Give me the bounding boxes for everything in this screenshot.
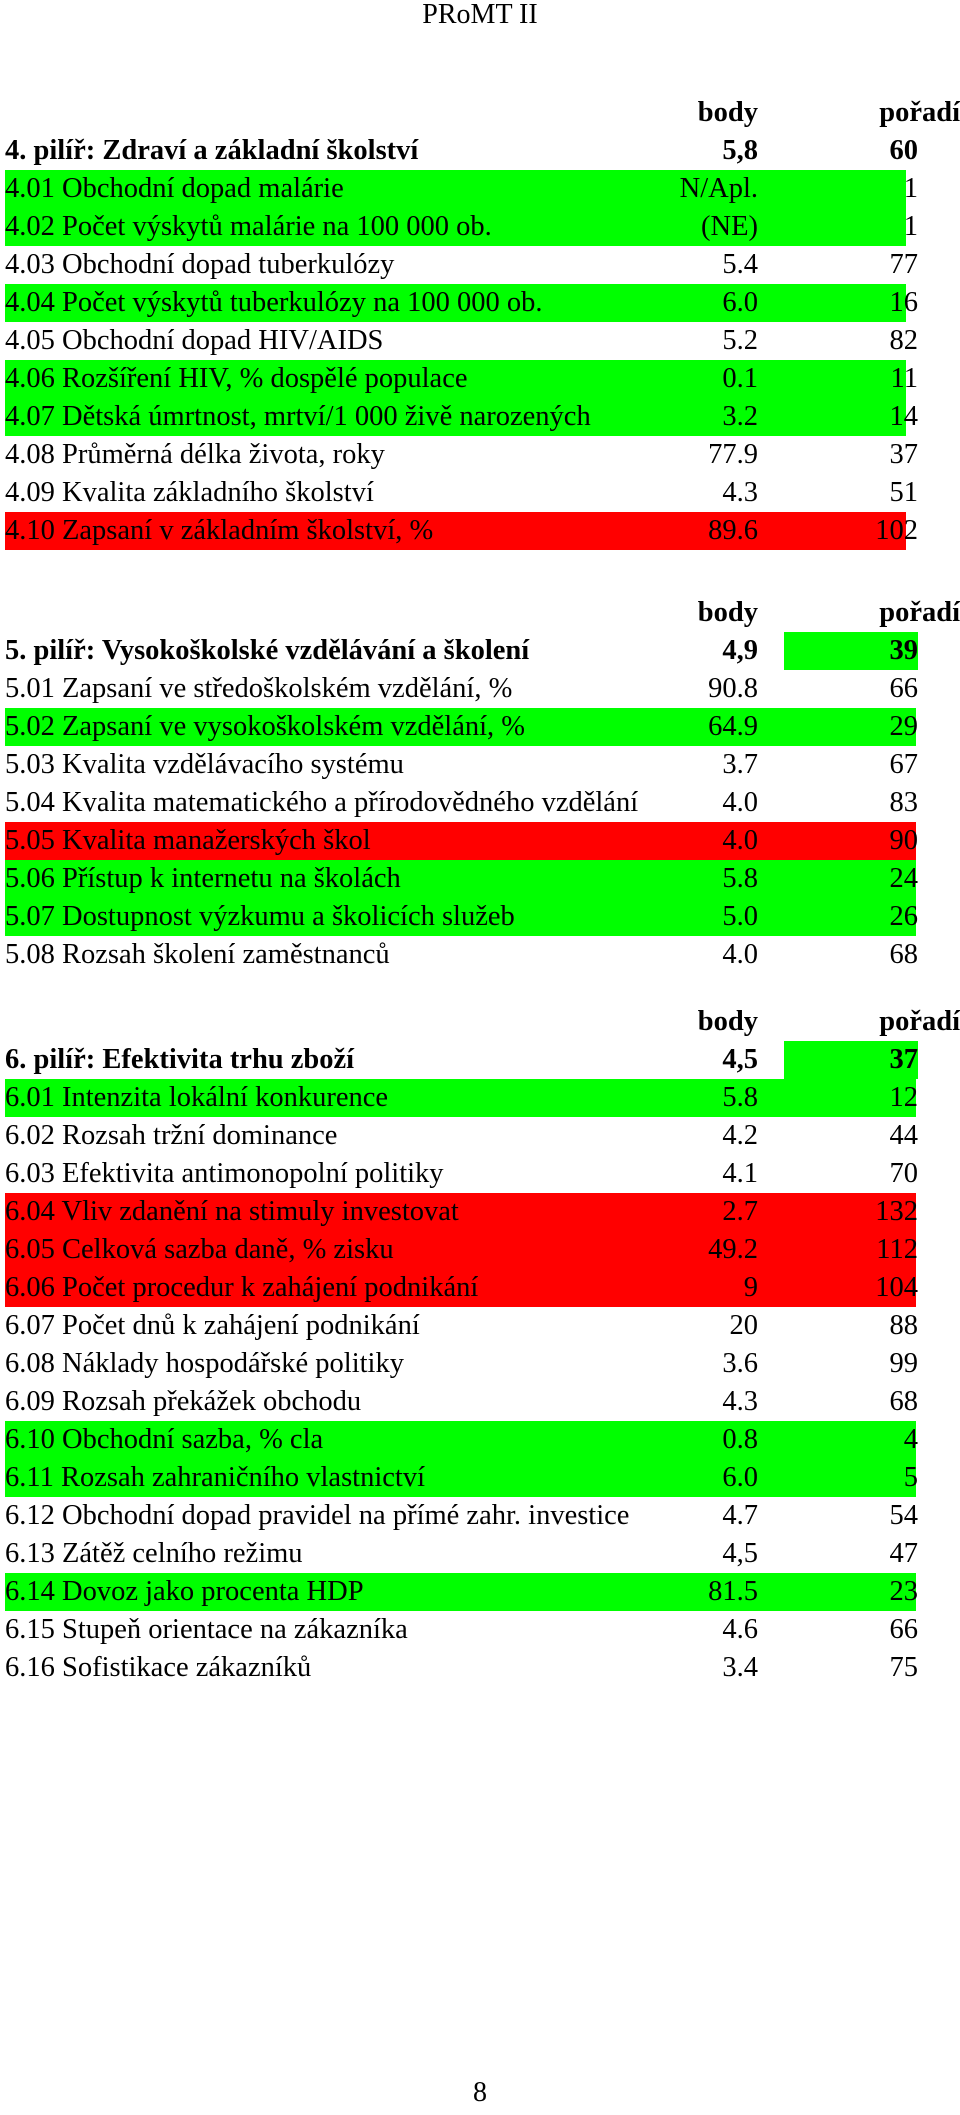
indicator-points: 4.0 <box>722 825 758 856</box>
indicator-rank: 67 <box>889 749 918 780</box>
indicator-points: 4.2 <box>722 1120 758 1151</box>
indicator-rank: 104 <box>875 1272 918 1303</box>
indicator-row <box>0 322 960 360</box>
indicator-label: 6.08 Náklady hospodářské politiky <box>5 1348 404 1379</box>
indicator-label: 6.02 Rozsah tržní dominance <box>5 1120 338 1151</box>
indicator-rank: 132 <box>875 1196 918 1227</box>
indicator-row <box>0 398 960 436</box>
indicator-rank: 14 <box>889 401 918 432</box>
indicator-points: 5.8 <box>722 863 758 894</box>
indicator-row <box>0 360 960 398</box>
pillar-row <box>0 132 960 170</box>
indicator-label: 4.08 Průměrná délka života, roky <box>5 439 385 470</box>
indicator-row <box>0 784 960 822</box>
indicator-row <box>0 1117 960 1155</box>
column-header-rank: pořadí <box>879 597 960 628</box>
indicator-label: 6.05 Celková sazba daně, % zisku <box>5 1234 394 1265</box>
indicator-label: 5.04 Kvalita matematického a přírodovědného vzdělání <box>5 787 639 818</box>
indicator-label: 5.06 Přístup k internetu na školách <box>5 863 401 894</box>
page-header-title: PRoMT II <box>422 0 538 30</box>
indicator-label: 4.10 Zapsaní v základním školství, % <box>5 515 434 546</box>
indicator-points: 89.6 <box>708 515 758 546</box>
indicator-label: 6.10 Obchodní sazba, % cla <box>5 1424 324 1455</box>
pillar-row <box>0 1041 960 1079</box>
pillar-row <box>0 632 960 670</box>
indicator-points: 3.2 <box>722 401 758 432</box>
pillar-rank: 39 <box>889 635 918 666</box>
indicator-points: 6.0 <box>722 1462 758 1493</box>
indicator-points: 9 <box>743 1272 758 1303</box>
pillar-title: 4. pilíř: Zdraví a základní školství <box>5 135 419 166</box>
indicator-label: 6.14 Dovoz jako procenta HDP <box>5 1576 364 1607</box>
indicator-rank: 68 <box>889 939 918 970</box>
pillar-section-6 <box>0 1003 960 1687</box>
indicator-points: 64.9 <box>708 711 758 742</box>
indicator-rank: 29 <box>889 711 918 742</box>
indicator-label: 6.04 Vliv zdanění na stimuly investovat <box>5 1196 459 1227</box>
indicator-row <box>0 1421 960 1459</box>
indicator-rank: 1 <box>903 211 918 242</box>
indicator-rank: 11 <box>890 363 918 394</box>
indicator-points: 0.1 <box>722 363 758 394</box>
indicator-rank: 16 <box>889 287 918 318</box>
indicator-label: 6.09 Rozsah překážek obchodu <box>5 1386 362 1417</box>
column-header-row <box>0 1003 960 1041</box>
indicator-rank: 83 <box>889 787 918 818</box>
indicator-rank: 90 <box>889 825 918 856</box>
indicator-label: 4.09 Kvalita základního školství <box>5 477 374 508</box>
indicator-row <box>0 208 960 246</box>
pillar-points: 4,9 <box>722 635 758 666</box>
indicator-points: 4.3 <box>722 477 758 508</box>
indicator-row <box>0 512 960 550</box>
indicator-rank: 26 <box>889 901 918 932</box>
column-header-points: body <box>697 1006 758 1037</box>
pillar-rank: 60 <box>889 135 918 166</box>
indicator-row <box>0 1345 960 1383</box>
indicator-rank: 54 <box>889 1500 918 1531</box>
indicator-label: 4.02 Počet výskytů malárie na 100 000 ob. <box>5 211 492 242</box>
indicator-label: 4.05 Obchodní dopad HIV/AIDS <box>5 325 384 356</box>
pillar-rank: 37 <box>889 1044 918 1075</box>
indicator-label: 6.15 Stupeň orientace na zákazníka <box>5 1614 408 1645</box>
indicator-row <box>0 746 960 784</box>
indicator-points: 49.2 <box>708 1234 758 1265</box>
indicator-rank: 44 <box>889 1120 918 1151</box>
indicator-points: 2.7 <box>722 1196 758 1227</box>
indicator-row <box>0 898 960 936</box>
indicator-row <box>0 284 960 322</box>
indicator-rank: 70 <box>889 1158 918 1189</box>
indicator-points: 4.6 <box>722 1614 758 1645</box>
indicator-row <box>0 708 960 746</box>
indicator-rank: 88 <box>889 1310 918 1341</box>
indicator-row <box>0 1079 960 1117</box>
indicator-rank: 23 <box>889 1576 918 1607</box>
page-number: 8 <box>473 2077 487 2108</box>
pillar-points: 4,5 <box>722 1044 758 1075</box>
indicator-rank: 75 <box>889 1652 918 1683</box>
indicator-points: 20 <box>729 1310 758 1341</box>
indicator-rank: 66 <box>889 1614 918 1645</box>
indicator-rank: 1 <box>903 173 918 204</box>
indicator-label: 5.08 Rozsah školení zaměstnanců <box>5 939 390 970</box>
indicator-label: 5.03 Kvalita vzdělávacího systému <box>5 749 404 780</box>
indicator-row <box>0 436 960 474</box>
indicator-label: 5.01 Zapsaní ve středoškolském vzdělání, % <box>5 673 513 704</box>
indicator-points: N/Apl. <box>679 173 758 204</box>
column-header-row <box>0 594 960 632</box>
indicator-row <box>0 1155 960 1193</box>
indicator-row <box>0 1231 960 1269</box>
indicator-rank: 68 <box>889 1386 918 1417</box>
column-header-points: body <box>697 597 758 628</box>
indicator-rank: 99 <box>889 1348 918 1379</box>
indicator-row <box>0 670 960 708</box>
indicator-label: 5.02 Zapsaní ve vysokoškolském vzdělání, % <box>5 711 526 742</box>
indicator-row <box>0 1611 960 1649</box>
indicator-rank: 5 <box>903 1462 918 1493</box>
indicator-points: 81.5 <box>708 1576 758 1607</box>
indicator-rank: 82 <box>889 325 918 356</box>
indicator-points: 0.8 <box>722 1424 758 1455</box>
indicator-row <box>0 822 960 860</box>
indicator-points: 77.9 <box>708 439 758 470</box>
indicator-points: 5.2 <box>722 325 758 356</box>
pillar-title: 6. pilíř: Efektivita trhu zboží <box>5 1044 355 1075</box>
indicator-points: 90.8 <box>708 673 758 704</box>
indicator-label: 4.07 Dětská úmrtnost, mrtví/1 000 živě narozených <box>5 401 591 432</box>
indicator-points: 4.3 <box>722 1386 758 1417</box>
column-header-rank: pořadí <box>879 1006 960 1037</box>
column-header-rank: pořadí <box>879 97 960 128</box>
indicator-row <box>0 1459 960 1497</box>
indicator-rank: 12 <box>889 1082 918 1113</box>
indicator-row <box>0 246 960 284</box>
indicator-row <box>0 936 960 974</box>
indicator-points: 4,5 <box>722 1538 758 1569</box>
indicator-rank: 112 <box>876 1234 918 1265</box>
column-header-points: body <box>697 97 758 128</box>
indicator-label: 4.03 Obchodní dopad tuberkulózy <box>5 249 395 280</box>
indicator-points: 6.0 <box>722 287 758 318</box>
indicator-row <box>0 860 960 898</box>
indicator-points: 5.8 <box>722 1082 758 1113</box>
indicator-row <box>0 1383 960 1421</box>
indicator-label: 6.12 Obchodní dopad pravidel na přímé zahr. investice <box>5 1500 630 1531</box>
indicator-row <box>0 1193 960 1231</box>
indicator-label: 4.06 Rozšíření HIV, % dospělé populace <box>5 363 468 394</box>
indicator-label: 6.06 Počet procedur k zahájení podnikání <box>5 1272 479 1303</box>
indicator-label: 5.07 Dostupnost výzkumu a školicích služeb <box>5 901 515 932</box>
indicator-row <box>0 474 960 512</box>
indicator-label: 6.03 Efektivita antimonopolní politiky <box>5 1158 444 1189</box>
indicator-row <box>0 1649 960 1687</box>
pillar-title: 5. pilíř: Vysokoškolské vzdělávání a školení <box>5 635 530 666</box>
indicator-label: 6.07 Počet dnů k zahájení podnikání <box>5 1310 420 1341</box>
indicator-points: (NE) <box>701 211 758 242</box>
indicator-rank: 24 <box>889 863 918 894</box>
indicator-row <box>0 170 960 208</box>
indicator-points: 3.6 <box>722 1348 758 1379</box>
indicator-rank: 4 <box>903 1424 918 1455</box>
indicator-label: 4.01 Obchodní dopad malárie <box>5 173 344 204</box>
indicator-label: 6.01 Intenzita lokální konkurence <box>5 1082 389 1113</box>
pillar-points: 5,8 <box>722 135 758 166</box>
indicator-label: 5.05 Kvalita manažerských škol <box>5 825 371 856</box>
indicator-rank: 37 <box>889 439 918 470</box>
indicator-label: 6.11 Rozsah zahraničního vlastnictví <box>5 1462 425 1493</box>
indicator-rank: 66 <box>889 673 918 704</box>
indicator-points: 5.0 <box>722 901 758 932</box>
indicator-row <box>0 1307 960 1345</box>
indicator-rank: 47 <box>889 1538 918 1569</box>
indicator-points: 4.7 <box>722 1500 758 1531</box>
pillar-section-4 <box>0 94 960 550</box>
indicator-points: 3.7 <box>722 749 758 780</box>
column-header-row <box>0 94 960 132</box>
indicator-rank: 51 <box>889 477 918 508</box>
indicator-label: 6.13 Zátěž celního režimu <box>5 1538 303 1569</box>
indicator-row <box>0 1269 960 1307</box>
indicator-points: 3.4 <box>722 1652 758 1683</box>
indicator-label: 4.04 Počet výskytů tuberkulózy na 100 000 ob. <box>5 287 543 318</box>
indicator-points: 4.0 <box>722 787 758 818</box>
indicator-row <box>0 1535 960 1573</box>
indicator-row <box>0 1573 960 1611</box>
indicator-rank: 102 <box>875 515 918 546</box>
indicator-points: 5.4 <box>722 249 758 280</box>
indicator-row <box>0 1497 960 1535</box>
indicator-points: 4.0 <box>722 939 758 970</box>
pillar-section-5 <box>0 594 960 974</box>
indicator-label: 6.16 Sofistikace zákazníků <box>5 1652 312 1683</box>
indicator-rank: 77 <box>889 249 918 280</box>
indicator-points: 4.1 <box>722 1158 758 1189</box>
